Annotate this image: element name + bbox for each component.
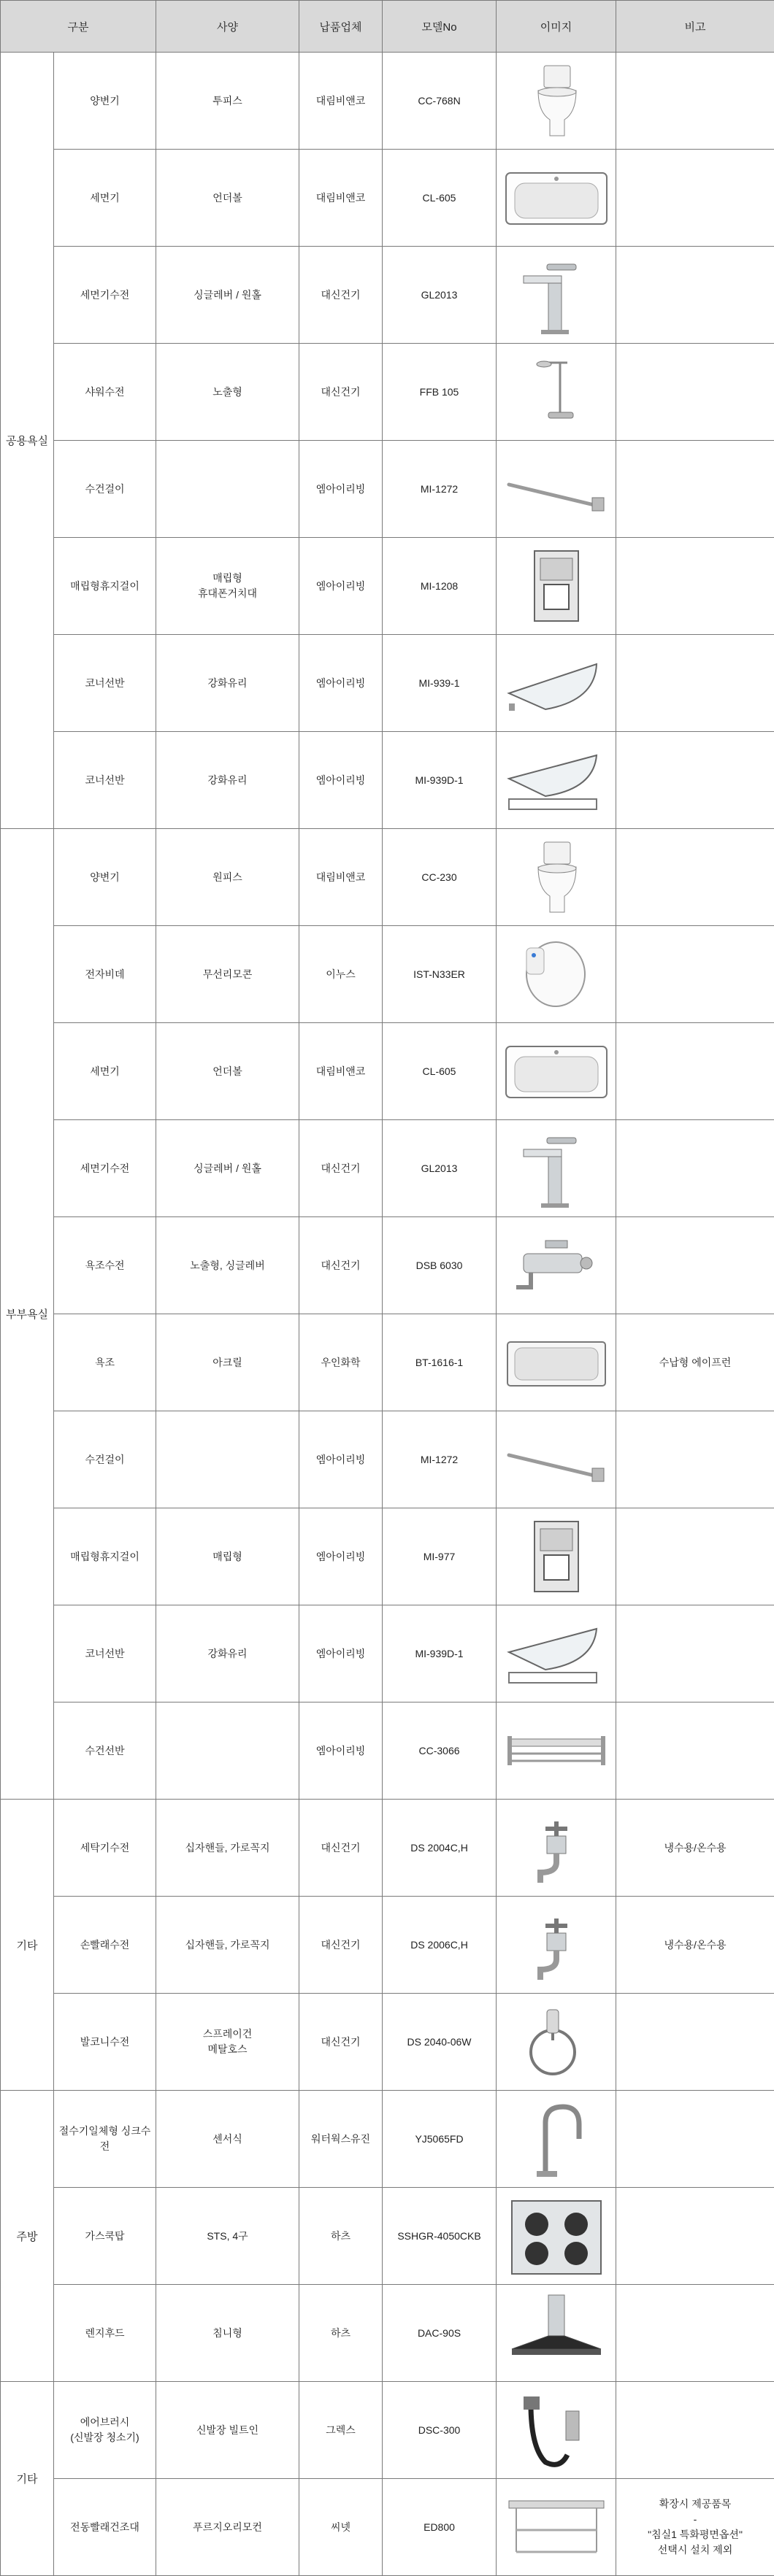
item-spec: 매립형 휴대폰거치대 (156, 538, 299, 635)
basin-faucet-icon (502, 1127, 611, 1209)
item-name: 세면기 (54, 150, 156, 247)
recessed-paper-holder-icon (502, 1516, 611, 1597)
item-supplier: 엠아이리빙 (299, 441, 383, 538)
item-model: GL2013 (383, 247, 497, 344)
item-supplier: 대림비앤코 (299, 53, 383, 150)
laundry-rack-icon (502, 2486, 611, 2568)
item-supplier: 엠아이리빙 (299, 538, 383, 635)
item-supplier: 대신건기 (299, 344, 383, 441)
item-model: MI-1272 (383, 1411, 497, 1508)
item-image (497, 1897, 616, 1994)
item-remark: 확장시 제공품목 - "침실1 특화평면옵션" 선택시 설치 제외 (616, 2479, 774, 2576)
corner-shelf-icon (502, 642, 611, 724)
item-name: 세면기수전 (54, 1120, 156, 1217)
item-supplier: 대신건기 (299, 1897, 383, 1994)
item-remark (616, 1023, 774, 1120)
item-model: CC-3066 (383, 1702, 497, 1800)
item-image (497, 2285, 616, 2382)
item-name: 렌지후드 (54, 2285, 156, 2382)
table-row (1, 926, 774, 1023)
item-model: MI-939D-1 (383, 1605, 497, 1702)
item-spec: 언더볼 (156, 1023, 299, 1120)
gas-cooktop-icon (502, 2195, 611, 2277)
item-spec: 무선리모콘 (156, 926, 299, 1023)
group-label: 부부욕실 (1, 829, 54, 1800)
item-model: IST-N33ER (383, 926, 497, 1023)
item-supplier: 그렉스 (299, 2382, 383, 2479)
item-spec: 십자핸들, 가로꼭지 (156, 1897, 299, 1994)
item-model: MI-1272 (383, 441, 497, 538)
item-name: 세탁기수전 (54, 1800, 156, 1897)
item-spec: 노출형 (156, 344, 299, 441)
item-model: MI-939D-1 (383, 732, 497, 829)
item-model: GL2013 (383, 1120, 497, 1217)
table-row (1, 1800, 774, 1897)
item-spec: 언더볼 (156, 150, 299, 247)
group-label: 기타 (1, 1800, 54, 2091)
item-name: 매립형휴지걸이 (54, 1508, 156, 1605)
item-supplier: 워터웍스유진 (299, 2091, 383, 2188)
item-remark (616, 538, 774, 635)
item-remark: 수납형 에이프런 (616, 1314, 774, 1411)
item-name: 샤워수전 (54, 344, 156, 441)
item-remark (616, 1702, 774, 1800)
item-supplier: 이누스 (299, 926, 383, 1023)
washbasin-icon (502, 157, 611, 239)
table-row (1, 53, 774, 150)
shower-faucet-icon (502, 351, 611, 433)
item-model: CL-605 (383, 1023, 497, 1120)
item-spec (156, 441, 299, 538)
header-model: 모델No (383, 1, 497, 53)
item-image (497, 1994, 616, 2091)
table-row (1, 247, 774, 344)
item-image (497, 538, 616, 635)
item-name: 전자비데 (54, 926, 156, 1023)
item-name: 세면기수전 (54, 247, 156, 344)
table-row (1, 1314, 774, 1411)
item-model: YJ5065FD (383, 2091, 497, 2188)
group-label: 기타 (1, 2382, 54, 2576)
toilet-icon (502, 60, 611, 142)
item-image (497, 344, 616, 441)
towel-bar-icon (502, 448, 611, 530)
item-model: DS 2006C,H (383, 1897, 497, 1994)
item-name: 손빨래수전 (54, 1897, 156, 1994)
item-image (497, 2479, 616, 2576)
item-remark (616, 1508, 774, 1605)
table-row (1, 1994, 774, 2091)
item-remark (616, 247, 774, 344)
item-name: 코너선반 (54, 635, 156, 732)
corner-shelf-double-icon (502, 1613, 611, 1694)
item-supplier: 엠아이리빙 (299, 732, 383, 829)
bathtub-icon (502, 1322, 611, 1403)
table-row (1, 1508, 774, 1605)
item-image (497, 150, 616, 247)
item-name: 에어브러시 (신발장 청소기) (54, 2382, 156, 2479)
item-remark (616, 1120, 774, 1217)
item-name: 욕조수전 (54, 1217, 156, 1314)
item-image (497, 635, 616, 732)
item-remark: 냉수용/온수용 (616, 1800, 774, 1897)
item-image (497, 441, 616, 538)
item-remark (616, 441, 774, 538)
item-model: SSHGR-4050CKB (383, 2188, 497, 2285)
item-remark (616, 1217, 774, 1314)
item-remark (616, 150, 774, 247)
item-remark (616, 2382, 774, 2479)
item-supplier: 엠아이리빙 (299, 1508, 383, 1605)
towel-shelf-icon (502, 1710, 611, 1792)
item-spec: 푸르지오리모컨 (156, 2479, 299, 2576)
table-row (1, 1897, 774, 1994)
item-name: 수건걸이 (54, 441, 156, 538)
table-row (1, 1605, 774, 1702)
item-remark (616, 635, 774, 732)
toilet-icon (502, 836, 611, 918)
item-remark (616, 2285, 774, 2382)
item-image (497, 1800, 616, 1897)
item-model: BT-1616-1 (383, 1314, 497, 1411)
item-spec (156, 1702, 299, 1800)
item-supplier: 대림비앤코 (299, 1023, 383, 1120)
item-supplier: 씨넷 (299, 2479, 383, 2576)
item-spec: 스프레이건 메탈호스 (156, 1994, 299, 2091)
item-image (497, 1023, 616, 1120)
item-spec (156, 1411, 299, 1508)
item-name: 양변기 (54, 53, 156, 150)
spray-gun-icon (502, 2001, 611, 2083)
washer-tap-icon (502, 1807, 611, 1889)
bidet-icon (502, 933, 611, 1015)
item-name: 양변기 (54, 829, 156, 926)
item-supplier: 대신건기 (299, 247, 383, 344)
item-supplier: 엠아이리빙 (299, 635, 383, 732)
item-image (497, 1411, 616, 1508)
item-spec: 센서식 (156, 2091, 299, 2188)
item-supplier: 엠아이리빙 (299, 1702, 383, 1800)
table-row (1, 2188, 774, 2285)
item-remark (616, 1411, 774, 1508)
item-model: MI-939-1 (383, 635, 497, 732)
item-remark (616, 829, 774, 926)
item-image (497, 1508, 616, 1605)
bath-faucet-icon (502, 1225, 611, 1306)
sink-faucet-icon (502, 2098, 611, 2180)
item-image (497, 1217, 616, 1314)
table-row (1, 829, 774, 926)
item-image (497, 1314, 616, 1411)
item-image (497, 1120, 616, 1217)
item-model: MI-1208 (383, 538, 497, 635)
washbasin-icon (502, 1030, 611, 1112)
item-remark (616, 732, 774, 829)
item-remark: 냉수용/온수용 (616, 1897, 774, 1994)
item-model: DS 2004C,H (383, 1800, 497, 1897)
item-remark (616, 926, 774, 1023)
item-supplier: 대신건기 (299, 1800, 383, 1897)
item-image (497, 926, 616, 1023)
table-row (1, 2091, 774, 2188)
corner-shelf-double-icon (502, 739, 611, 821)
item-supplier: 대신건기 (299, 1994, 383, 2091)
item-spec: 신발장 빌트인 (156, 2382, 299, 2479)
item-name: 코너선반 (54, 1605, 156, 1702)
table-row (1, 635, 774, 732)
washer-tap-icon (502, 1904, 611, 1986)
item-name: 수건걸이 (54, 1411, 156, 1508)
header-image: 이미지 (497, 1, 616, 53)
air-brush-icon (502, 2389, 611, 2471)
item-image (497, 2382, 616, 2479)
item-name: 욕조 (54, 1314, 156, 1411)
table-row (1, 1702, 774, 1800)
item-supplier: 하츠 (299, 2188, 383, 2285)
item-spec: 싱글레버 / 원홀 (156, 247, 299, 344)
header-spec: 사양 (156, 1, 299, 53)
item-supplier: 엠아이리빙 (299, 1605, 383, 1702)
item-image (497, 2188, 616, 2285)
item-image (497, 2091, 616, 2188)
item-model: CL-605 (383, 150, 497, 247)
item-image (497, 732, 616, 829)
item-spec: 원피스 (156, 829, 299, 926)
item-remark (616, 2188, 774, 2285)
table-row (1, 344, 774, 441)
group-label: 주방 (1, 2091, 54, 2382)
item-spec: 십자핸들, 가로꼭지 (156, 1800, 299, 1897)
item-model: CC-768N (383, 53, 497, 150)
table-row (1, 1217, 774, 1314)
item-model: CC-230 (383, 829, 497, 926)
item-supplier: 대신건기 (299, 1120, 383, 1217)
item-name: 가스쿡탑 (54, 2188, 156, 2285)
basin-faucet-icon (502, 254, 611, 336)
table-body (1, 53, 774, 2576)
table-row (1, 1023, 774, 1120)
item-image (497, 53, 616, 150)
item-spec: 매립형 (156, 1508, 299, 1605)
table-row (1, 2285, 774, 2382)
item-name: 세면기 (54, 1023, 156, 1120)
table-row (1, 441, 774, 538)
item-supplier: 우인화학 (299, 1314, 383, 1411)
item-supplier: 대림비앤코 (299, 150, 383, 247)
item-spec: 투피스 (156, 53, 299, 150)
item-spec: 강화유리 (156, 732, 299, 829)
item-name: 매립형휴지걸이 (54, 538, 156, 635)
item-spec: 침니형 (156, 2285, 299, 2382)
item-supplier: 엠아이리빙 (299, 1411, 383, 1508)
item-model: MI-977 (383, 1508, 497, 1605)
item-image (497, 829, 616, 926)
table-row (1, 732, 774, 829)
range-hood-icon (502, 2292, 611, 2374)
item-remark (616, 1605, 774, 1702)
item-supplier: 대림비앤코 (299, 829, 383, 926)
table-row (1, 2382, 774, 2479)
item-image (497, 1605, 616, 1702)
item-spec: 아크릴 (156, 1314, 299, 1411)
item-remark (616, 2091, 774, 2188)
item-spec: 강화유리 (156, 635, 299, 732)
group-label: 공용욕실 (1, 53, 54, 829)
header-remarks: 비고 (616, 1, 774, 53)
item-remark (616, 344, 774, 441)
item-name: 발코니수전 (54, 1994, 156, 2091)
item-model: DAC-90S (383, 2285, 497, 2382)
recessed-paper-holder-icon (502, 545, 611, 627)
table-row (1, 1120, 774, 1217)
item-spec: 싱글레버 / 원홀 (156, 1120, 299, 1217)
item-model: DSB 6030 (383, 1217, 497, 1314)
item-model: ED800 (383, 2479, 497, 2576)
item-name: 수건선반 (54, 1702, 156, 1800)
item-remark (616, 1994, 774, 2091)
item-spec: 강화유리 (156, 1605, 299, 1702)
item-spec: STS, 4구 (156, 2188, 299, 2285)
item-name: 전동빨래건조대 (54, 2479, 156, 2576)
item-remark (616, 53, 774, 150)
item-image (497, 1702, 616, 1800)
item-image (497, 247, 616, 344)
item-supplier: 대신건기 (299, 1217, 383, 1314)
item-spec: 노출형, 싱글레버 (156, 1217, 299, 1314)
item-name: 코너선반 (54, 732, 156, 829)
table-row (1, 150, 774, 247)
towel-bar-icon (502, 1419, 611, 1500)
header-supplier: 납품업체 (299, 1, 383, 53)
item-model: DSC-300 (383, 2382, 497, 2479)
table-row (1, 2479, 774, 2576)
header-row (1, 1, 774, 53)
item-model: DS 2040-06W (383, 1994, 497, 2091)
table-row (1, 538, 774, 635)
item-model: FFB 105 (383, 344, 497, 441)
item-supplier: 하츠 (299, 2285, 383, 2382)
table-row (1, 1411, 774, 1508)
item-name: 절수기일체형 싱크수전 (54, 2091, 156, 2188)
header-category: 구분 (1, 1, 156, 53)
